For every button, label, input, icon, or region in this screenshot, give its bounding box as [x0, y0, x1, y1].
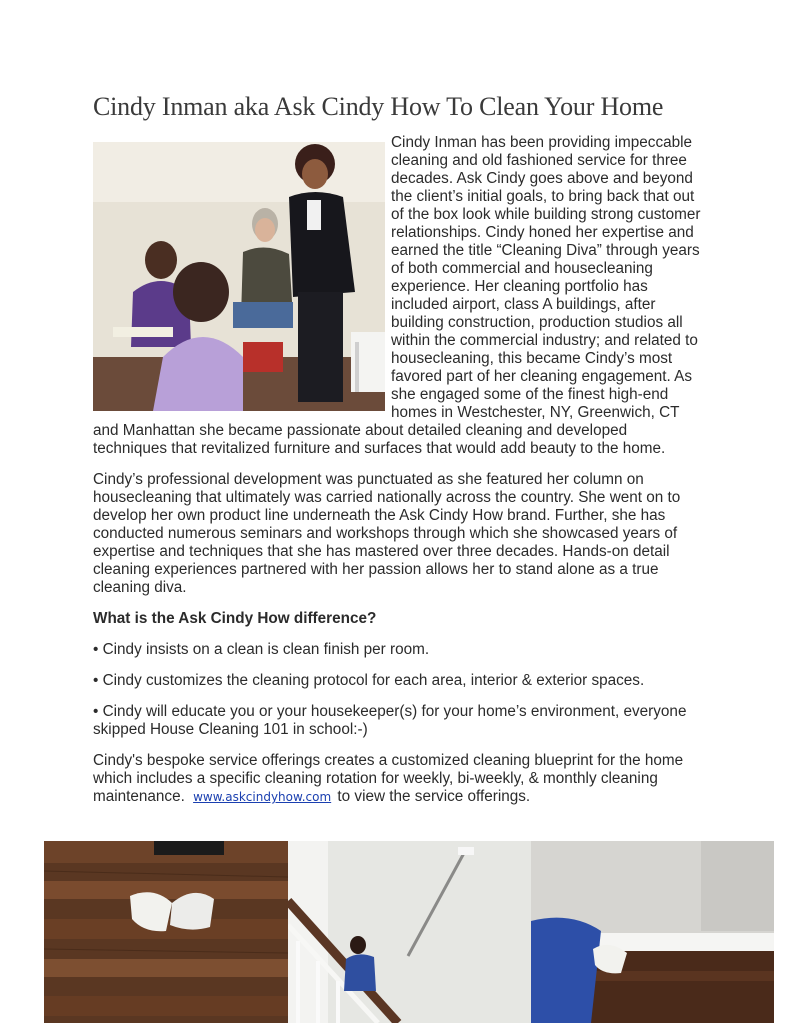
page-title: Cindy Inman aka Ask Cindy How To Clean Your Home	[93, 92, 664, 121]
list-item: • Cindy customizes the cleaning protocol for each area, interior & exterior spaces.	[93, 672, 645, 689]
intro-paragraph	[93, 134, 703, 458]
offerings-text-after: to view the service offerings.	[337, 788, 531, 805]
development-paragraph: Cindy’s professional development was punctuated as she featured her column on housecleaning that ultimately was carried nationally across the country. She went on to develop her own product line underneath the Ask Cindy How brand. Further, she has conducted numerous seminars and workshops through which she showcased years of expertise and techniques that she has mastered over three decades. Hands-on detail cleaning experiences partnered with her passion allows her to stand alone as a true cleaning diva.	[93, 471, 681, 596]
floor-cloths-photo	[44, 841, 288, 1023]
cleaning-photo-strip	[44, 841, 774, 1023]
intro-text: Cindy Inman has been providing impeccable cleaning and old fashioned service for three decades. Ask Cindy goes above and beyond the client’s initial goals, to bring back that out of the box look while building strong customer relationships. Cindy honed her expertise and earned the title “Cleaning Diva” through years of both commercial and housecleaning experience. Her cleaning portfolio has included airport, class A buildings, after building construction, production studios all within the commercial industry; and related to housecleaning, this became Cindy’s most favored part of her cleaning engagement. As she engaged some of the finest high-end homes in Westchester, NY, Greenwich, CT and Manhattan she became passionate about detailed cleaning and developed techniques that revitalized furniture and surfaces that would add beauty to the home.	[93, 134, 701, 457]
list-item: • Cindy will educate you or your housekeeper(s) for your home’s environment, everyone skipped House Cleaning 101 in school:-)	[93, 703, 687, 738]
offerings-text: Cindy's bespoke service offerings creates a customized cleaning blueprint for the home which includes a specific cleaning rotation for weekly, bi-weekly, & monthly cleaning maintenance.	[93, 752, 684, 805]
website-link[interactable]: www.askcindyhow.com	[193, 790, 332, 804]
offerings-paragraph	[93, 752, 703, 806]
difference-list	[93, 641, 703, 739]
ceiling-cleaning-photo	[288, 841, 531, 1023]
article-body	[93, 134, 703, 819]
baseboard-cleaning-photo	[531, 841, 774, 1023]
difference-heading: What is the Ask Cindy How difference?	[93, 610, 377, 627]
list-item: • Cindy insists on a clean is clean finish per room.	[93, 641, 430, 658]
seminar-photo	[93, 142, 385, 411]
